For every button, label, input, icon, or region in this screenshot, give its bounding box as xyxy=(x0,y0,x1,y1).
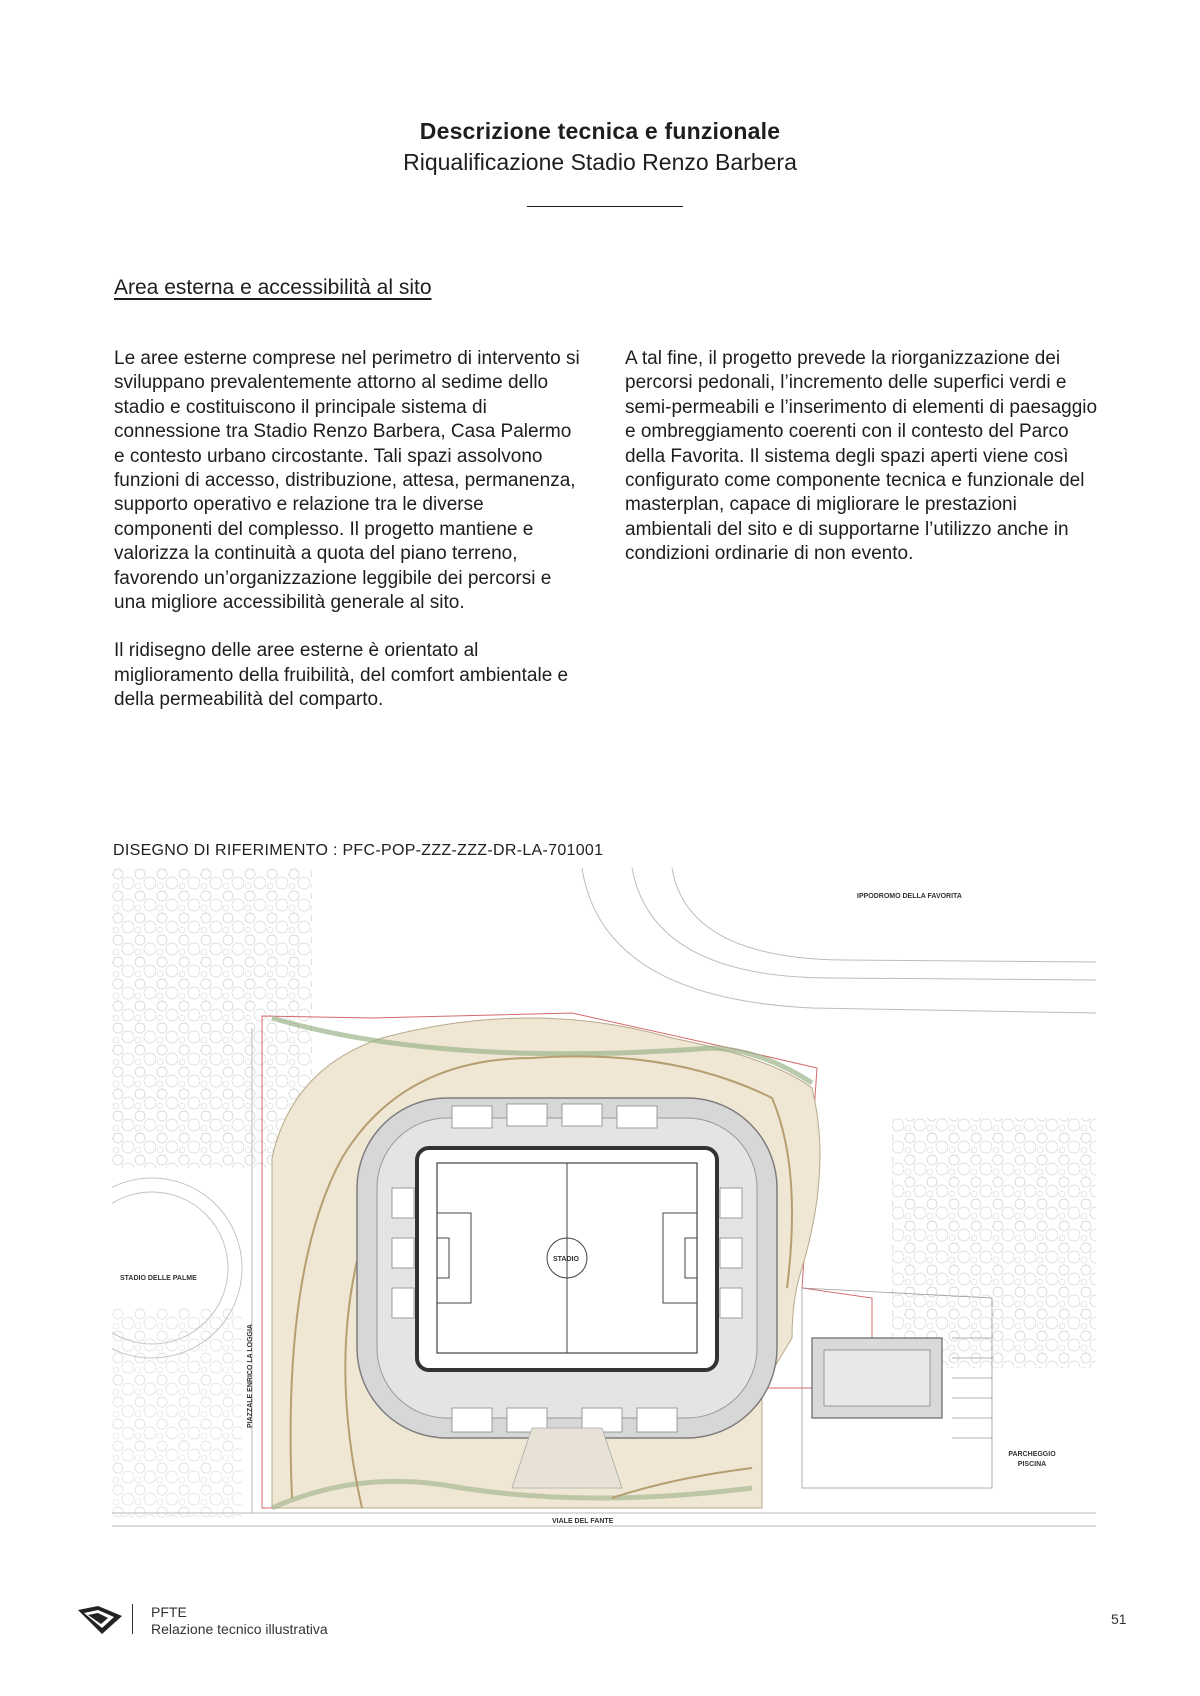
paragraph: Le aree esterne comprese nel perimetro di intervento si sviluppano prevalentemente attorno al sedime dello stadio e costituiscono il principale sistema di connessione tra Stadio Renzo Barbera, Casa Palermo e contesto urbano circostante. Tali spazi assolvono funzioni di accesso, distribuzione, attesa, permanenza, supporto operativo e relazione tra le diverse componenti del complesso. Il progetto mantiene e valorizza la continuità a quota del piano terreno, favorendo un’organizzazione leggibile dei percorsi e una migliore accessibilità generale al sito. xyxy=(114,348,580,614)
footer-divider xyxy=(132,1604,133,1634)
label-stadio-palme: STADIO DELLE PALME xyxy=(120,1275,197,1282)
label-stadio: STADIO xyxy=(553,1256,579,1263)
paragraph: Il ridisegno delle aree esterne è orientato al miglioramento della fruibilità, del comfort ambientale e della permeabilità del comparto. xyxy=(114,640,569,711)
paragraph: A tal fine, il progetto prevede la riorganizzazione dei percorsi pedonali, l’incremento delle superfici verdi e semi-permeabili e l’inserimento di elementi di paesaggio e ombreggiamento coerenti con il contesto del Parco della Favorita. Il sistema degli spazi aperti viene così configurato come componente tecnica e funzionale del masterplan, capace di migliorare le prestazioni ambientali del sito e di supportarne l’utilizzo anche in condizioni ordinarie di non evento. xyxy=(625,348,1098,565)
footer-line1: PFTE xyxy=(151,1604,187,1620)
page-number: 51 xyxy=(1111,1611,1127,1627)
casa-palermo-inner xyxy=(824,1350,930,1406)
tree-area-e xyxy=(892,1118,1096,1368)
page-subtitle: Riqualificazione Stadio Renzo Barbera xyxy=(403,149,797,175)
footer-line2: Relazione tecnico illustrativa xyxy=(151,1621,328,1637)
title-divider xyxy=(527,206,683,207)
label-viale: VIALE DEL FANTE xyxy=(552,1518,614,1525)
page-header xyxy=(0,118,1200,176)
footer-text xyxy=(151,1604,328,1638)
label-parcheggio-line1: PARCHEGGIO xyxy=(1008,1451,1056,1458)
section-heading: Area esterna e accessibilità al sito xyxy=(114,276,432,299)
club-logo-icon xyxy=(76,1600,124,1636)
site-plan xyxy=(112,868,1096,1580)
text-column-right xyxy=(625,347,1105,591)
drawing-reference: DISEGNO DI RIFERIMENTO : PFC-POP-ZZZ-ZZZ-DR-LA-701001 xyxy=(113,842,604,859)
tree-area-nw xyxy=(112,868,312,1168)
page-title: Descrizione tecnica e funzionale xyxy=(419,118,781,144)
label-parcheggio-line2: PISCINA xyxy=(1017,1461,1047,1468)
label-piazzale: PIAZZALE ENRICO LA LOGGIA xyxy=(247,1324,254,1428)
text-column-left xyxy=(114,347,582,737)
label-ippodromo: IPPODROMO DELLA FAVORITA xyxy=(857,893,962,900)
site-plan-drawing xyxy=(112,868,1096,1580)
